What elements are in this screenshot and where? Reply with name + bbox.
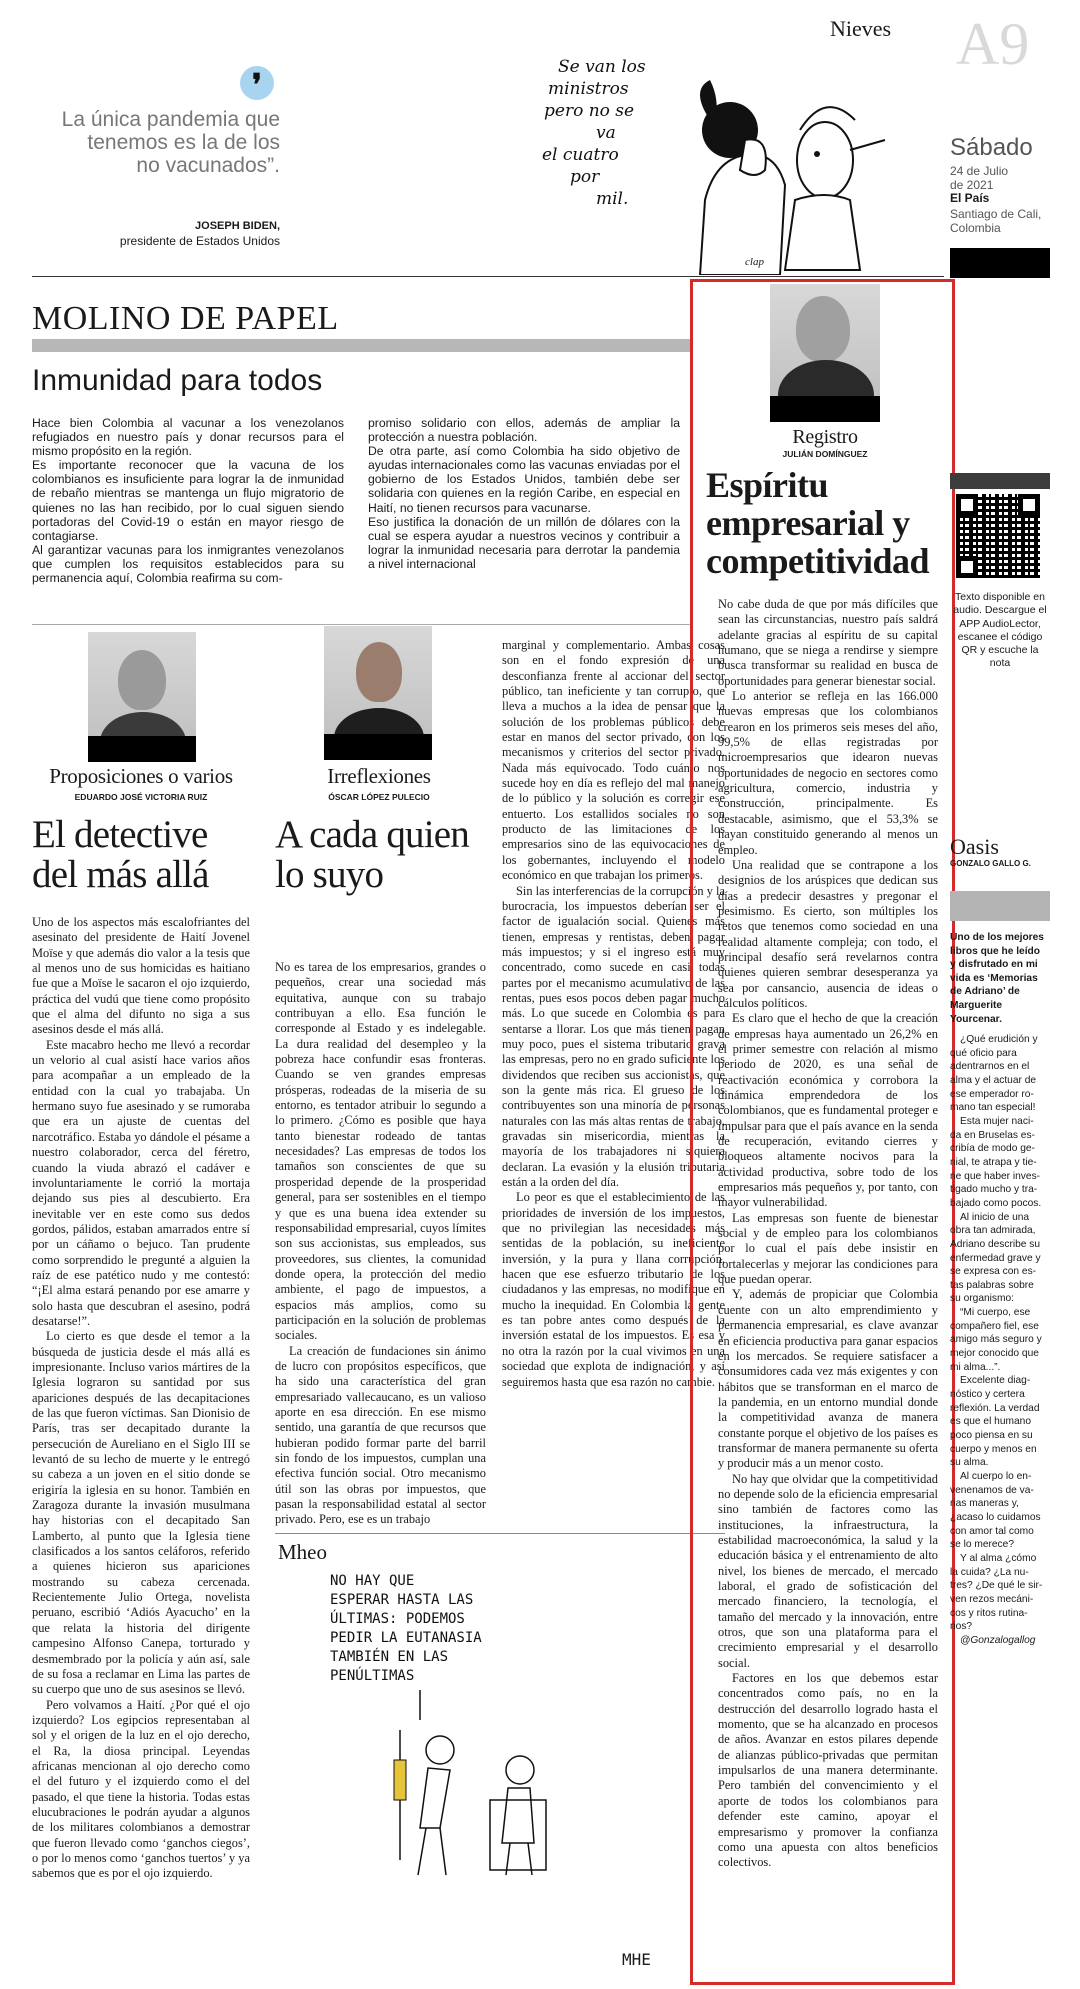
quote-text: La única pandemia que tenemos es la de los no vacunados”. xyxy=(61,108,280,177)
author-name-victoria: EDUARDO JOSÉ VICTORIA RUIZ xyxy=(74,792,208,802)
gallo-line: ven rezos mecáni- xyxy=(950,1593,1034,1605)
gallo-line: ¿Qué erudición y xyxy=(960,1034,1038,1045)
top-cartoon-line: mil. xyxy=(596,189,629,209)
gallo-line: es que el humano xyxy=(950,1416,1031,1428)
paragraph: Las empresas son fuente de bienestar social y de empleo para los colombianos por lo cual el país debe insistir en fortalecerlas y mejorar las condiciones para que puedan operar. xyxy=(718,1210,938,1287)
mheo-signature: MHE xyxy=(622,1950,651,1969)
quote-role: presidente de Estados Unidos xyxy=(119,234,280,248)
audio-line: nota xyxy=(989,657,1011,670)
mheo-cartoon xyxy=(360,1690,660,1890)
gallo-line: Al inicio de una xyxy=(960,1211,1030,1223)
body-lopez xyxy=(275,960,486,1528)
date-place2: Colombia xyxy=(950,221,1001,235)
audio-line: QR y escuche la xyxy=(961,644,1039,657)
top-cartoon-line: ministros xyxy=(548,79,629,99)
gallo-line: “Mi cuerpo, ese xyxy=(960,1307,1031,1319)
paragraph: Es claro que el hecho de que la creación de empresas haya aumentado un 26,2% en el primer semestre con relación al mismo periodo de 2020, es una señal de reactivación económica y corrobora la dinámica emprendedora de los colombianos, que es fundamental proteger e impulsar para que el país avance en la senda de recuperación, evitando cierres y bloqueos altamente nocivos para la actividad productiva, sobre todo de los empresarios más pequeños y, por tanto, con mayor vulnerabilidad. xyxy=(718,1011,938,1210)
molino-col1 xyxy=(32,416,344,585)
molino-paragraph: Al garantizar vacunas para los inmigrantes venezolanos que cumplen los requisitos establecidos para su permanencia aquí, Colombia reafirma su com- xyxy=(32,542,344,586)
gallo-line: enfermedad grave y xyxy=(950,1252,1041,1264)
top-cartoon-line: por xyxy=(570,167,600,187)
gallo-lead-line: libros que he leído xyxy=(950,945,1041,957)
audio-text xyxy=(950,591,1050,671)
author-name-lopez: ÓSCAR LÓPEZ PULECIO xyxy=(328,792,430,802)
top-cartoon-line: pero no se xyxy=(544,101,635,121)
header-divider xyxy=(32,276,944,277)
qr-code[interactable] xyxy=(956,494,1040,578)
gallo-line: alma y el actuar de xyxy=(950,1074,1037,1086)
section-name-dominguez: Registro xyxy=(792,426,858,448)
gallo-line: ¿acaso lo cuidamos xyxy=(950,1511,1041,1523)
gallo-lead-line: Yourcenar. xyxy=(950,1013,1002,1025)
gallo-line: nóstico y certera xyxy=(950,1389,1025,1401)
author-photo-victoria xyxy=(88,632,196,762)
date-weekday: Sábado xyxy=(950,134,1033,161)
gallo-lead-line: Uno de los mejores xyxy=(950,932,1044,943)
mheo-line: ÚLTIMAS: PODEMOS xyxy=(330,1611,465,1627)
paragraph: marginal y complementario. Ambas cosas son en el fondo expresión de una desconfianza frente al accionar del sector público, tan ineficiente y tan corrupto, que lleva a muchos a la idea de pensar que la solución de los problemas públicos debe estar en manos del sector privado, con los mecanismos y criterios del sector privado. Nada más equivocado. Todo cuánto nos sucede hoy en día es reflejo del mal manejo de lo público y la solución es corregir ese entuerto. Los estallidos sociales no son producto de las limitaciones de los empresarios sino de las equivocaciones de los gobernantes, incluyendo el modelo económico en que trabajan los primeros. xyxy=(502,638,725,883)
top-cartoon-line: va xyxy=(596,123,616,143)
mheo-line: PENÚLTIMAS xyxy=(330,1668,415,1684)
gallo-line: rios? xyxy=(950,1621,973,1633)
molino-grey-bar xyxy=(32,339,692,352)
gallo-line: reflexión. La verdad xyxy=(950,1402,1040,1414)
date-line2: de 2021 xyxy=(950,178,994,192)
section-name-victoria: Proposiciones o varios xyxy=(49,764,233,788)
gallo-line: adentrarnos en el xyxy=(950,1061,1030,1073)
gallo-line: poco piensa en su xyxy=(950,1430,1033,1442)
gallo-body xyxy=(950,1033,1055,1648)
gallo-line: cuerpo y menos en xyxy=(950,1443,1037,1455)
top-cartoon-signature: clap xyxy=(745,256,764,268)
paragraph: Pero volvamos a Haití. ¿Por qué el ojo izquierdo? Los egipcios representaban al sol y el origen de la luz en el ojo derecho, el Ra, la diosa principal. Leyendas africanas mencionan al ojo derecho como el del futuro y el izquierdo como el del pasado, el que tiene la historia. Todas estas elucubraciones le podrán ayudar a algunos de los militares colombianos a demostrar que fueron llevado como ‘ganchos ciegos’, o por lo menos como ‘ganchos tuertos’ y ya sabemos que es por el ojo izquierdo. xyxy=(32,1697,250,1881)
molino-divider xyxy=(32,624,692,625)
gallo-lead-line: Marguerite xyxy=(950,999,1003,1011)
gallo-line: su alma. xyxy=(950,1457,989,1469)
gallo-line: con amor tal como xyxy=(950,1525,1034,1537)
paragraph: No es tarea de los empresarios, grandes o pequeños, crear una sociedad más equitativa, aunque con su trabajo contribuyan a ello. Esa función le corresponde al Estado y es indelegable. La dura realidad del desempleo y la pobreza hace confundir esas fronteras. Cuando se ven grandes empresas prósperas, rodeadas de la miseria de su entorno, es tentador atribuir lo segundo a lo primero. ¿Cómo es posible que haya tanto bienestar rodeado de tantas necesidades? Las empresas de todos los tamaños son conscientes de que su prosperidad depende de la prosperidad general, para ser sostenibles en el tiempo y que es una buena idea extender su responsabilidad empresarial, cuyos límites son sus accionistas, sus empleados, sus proveedores, sus clientes, la comunidad donde opera, la protección del medio ambiente, el pago de impuestos, a espacios más amplios, como su participación en la solución de problemas sociales. xyxy=(275,960,486,1343)
gallo-line: ne que haber inves- xyxy=(950,1170,1041,1182)
section-name-lopez: Irreflexiones xyxy=(327,764,431,788)
quote-author: JOSEPH BIDEN, xyxy=(195,220,280,232)
audio-line: audio. Descargue el xyxy=(953,604,1047,617)
top-cartoon-text xyxy=(540,56,680,210)
paragraph: Factores en los que debemos estar concentrados como país, no en la destrucción del desarrollo logrado hasta el momento, que se ha alcanzado en procesos de años. Avanzar en estos pilares depende de alianzas público-privadas que permitan impulsarlos de una manera determinante. Pero también del convencimiento y el aporte de todos los colombianos para defender este camino, apoyar el empresarismo y promover la confianza como una apuesta con altos beneficios colectivos. xyxy=(718,1671,938,1870)
page-number: A9 xyxy=(956,11,1030,77)
gallo-line: Al cuerpo lo en- xyxy=(960,1471,1032,1482)
headline-victoria: El detective del más allá xyxy=(32,813,209,896)
gallo-lead-line: de Adriano’ de xyxy=(950,986,1020,998)
gallo-lead xyxy=(950,931,1050,1026)
gallo-grey-bar xyxy=(950,891,1050,921)
molino-headline: Inmunidad para todos xyxy=(32,364,323,397)
mheo-line: ESPERAR HASTA LAS xyxy=(330,1592,474,1608)
quote-icon: ❜ xyxy=(240,66,274,100)
molino-paragraph: Hace bien Colombia al vacunar a los venezolanos refugiados en nuestro país y donar recursos para el mismo propósito en la región. xyxy=(32,416,344,459)
paragraph: Una realidad que se contrapone a los designios de los arúspices que dedican sus días a predecir desastres y pregonar el pesimismo. Es cierto, son múltiples los retos que tenemos como sociedad en una realidad altamente compleja; con todo, el principal desafío será revelarnos contra quienes quieren sembrar desesperanza ya sea por cansancio, ausencia de ideas o cálculos políticos. xyxy=(718,857,938,1010)
gallo-line: venenamos de va- xyxy=(950,1484,1034,1496)
body-dominguez xyxy=(718,597,938,1871)
gallo-line: mejor conocido que xyxy=(950,1348,1039,1360)
mheo-line: NO HAY QUE xyxy=(330,1573,415,1589)
author-name-dominguez: JULIÁN DOMÍNGUEZ xyxy=(782,449,868,459)
date-paper: El País xyxy=(950,191,990,205)
mheo-drawing xyxy=(360,1690,660,1890)
gallo-line: se expresa con es- xyxy=(950,1266,1037,1278)
headline-dominguez: Espíritu empresarial y competitividad xyxy=(706,465,929,581)
paragraph: Este macabro hecho me llevó a recordar un velorio al cual asistí hace varios años para acompañar a un empleado de la entidad con la cual yo trabajaba. Un hermano suyo fue asesinado y se rumoraba que era un ajuste de cuentas del narcotráfico. Estaba yo dándole el pésame a nuestro colaborador, cerca del féretro, cuando la viuda abrazó el cadáver e involuntariamente le corrió la mortaja dejando sus pies al descubierto. Era inevitable ver en este como sus dedos gordos, pálidos, estaban amarrados entre sí por un cáñamo o bejuco. Tan prudente como sorprendido le pregunté a alguien la raíz de ese patético nudo y me contestó: “¡El alma estará penando por ese amarre y solo hasta que descubran el asesino, podrá desatarse!”. xyxy=(32,1037,250,1328)
gallo-lead-line: vida es ‘Memorias xyxy=(950,972,1038,984)
audio-line: APP AudioLector, xyxy=(959,617,1041,630)
molino-paragraph: De otra parte, así como Colombia ha sido objetivo de ayudas internacionales como las vacunas enviadas por el gobierno de los Estados Unidos, también debe ser solidaria con quienes en la región Caribe, en especial en Haití, no tienen recursos para vacunarse. xyxy=(368,444,680,515)
molino-col2 xyxy=(368,416,680,571)
molino-section-title: MOLINO DE PAPEL xyxy=(32,300,339,337)
gallo-line: tas palabras sobre xyxy=(950,1279,1034,1291)
gallo-line: cribía de modo ge- xyxy=(950,1143,1035,1155)
audio-line: Texto disponible en xyxy=(955,591,1045,603)
molino-paragraph: promiso solidario con ellos, además de ampliar la protección a nuestra población. xyxy=(368,416,680,445)
paragraph: Lo anterior se refleja en las 166.000 nuevas empresas que los colombianos crearon en los primeros seis meses del año, 99,5% de ellas registradas por microempresarios que idearon nuevas oportunidades de negocio en sectores como agricultura, comercio, industria y construcción, principalmente. Es destacable, asimismo, que el 53,3% se hayan constituido generando al menos un empleo. xyxy=(718,689,938,857)
paragraph: Y, además de propiciar que Colombia cuente con un alto emprendimiento y permanencia empresarial, es clave avanzar en eficiencia productiva para ganar espacios en los mercados. Se requiere satisfacer a consumidores cada vez más exigentes y con hábitos que se transforman en el marco de la pandemia, en un entorno mundial donde la competitividad avanza de manera constante porque el objetivo de los países es transformar de manera permanente su oferta y producir más a un menor costo. xyxy=(718,1287,938,1471)
section-name-gallo: Oasis xyxy=(950,834,999,859)
mheo-divider xyxy=(275,1533,725,1534)
gallo-line: ese emperador ro- xyxy=(950,1088,1034,1100)
gallo-line: tres? ¿De qué le sir- xyxy=(950,1580,1043,1592)
gallo-line: Y al alma ¿cómo xyxy=(960,1552,1037,1564)
gallo-line: nial, te atrapa y tie- xyxy=(950,1156,1037,1168)
molino-paragraph: Es importante reconocer que la vacuna de los colombianos es insuficiente para lograr la de inmunidad de rebaño mientras se mantenga un flujo migratorio de quienes no las han recibido, por lo cual siguen siendo portadoras del Covid-19 o están en mayor riesgo de contagiarse. xyxy=(32,458,344,543)
gallo-line: rias maneras y, xyxy=(950,1498,1019,1510)
gallo-twitter-handle[interactable]: @Gonzalogallog xyxy=(960,1634,1036,1646)
black-bar-top xyxy=(950,248,1050,278)
top-cartoon-line: el cuatro xyxy=(542,145,619,165)
gallo-line: mano tan especial! xyxy=(950,1102,1036,1114)
gallo-line: tigado mucho y tra- xyxy=(950,1184,1038,1196)
gallo-line: su organismo: xyxy=(950,1293,1014,1305)
gallo-line: Adriano describe su xyxy=(950,1238,1041,1250)
audio-line: escanee el código xyxy=(957,630,1043,643)
gallo-line: amigo más seguro y xyxy=(950,1334,1042,1346)
audio-bar xyxy=(950,473,1050,489)
paragraph: Uno de los aspectos más escalofriantes del asesinato del presidente de Haití Jovenel Moïse y que además dio valor a la tesis que al menos uno de sus homicidas es haitiano fue que a Moïse le sacaron el ojo izquierdo, práctica del vudú que tiene como propósito que el alma del difunto no siga a sus asesinos desde el más allá. xyxy=(32,915,250,1037)
paragraph: Lo cierto es que desde el temor a la búsqueda de justicia desde el más allá es impresionante. Incluso varios mártires de la Iglesia lograron su santidad por sus apariciones después de las decapitaciones de las que fueron víctimas. San Dionisio de París, tras ser decapitado durante la persecución de Aureliano en el Siglo III se levantó de su lecho de muerte y le entregó su cabeza a un joven en el sitio donde se erigiría la iglesia en su honor. También en Zaragoza durante la invasión musulmana hay historias con el decapitado San Lamberto, al punto que la Iglesia tiene clasificados a los santos celáforos, referido a quienes hicieron sus apariciones mostrando su cabeza cercenada. Recientemente Julio Ortega, novelista peruano, escribió ‘Adiós Ayacucho’ en la que relata la historia del dirigente campesino Alfonso Canepa, torturado y desmembrado por la policía y aún así, sale de su fosa a reclamar en Lima las partes de su cuerpo que uno de sus asesinos se llevó. xyxy=(32,1329,250,1697)
molino-paragraph: Eso justifica la donación de un millón de dólares con la cual se espera ayudar a nuestros vecinos y contribuir a lograr la inmunidad necesaria para derrotar la pandemia a nivel internacional xyxy=(368,514,680,571)
body-victoria xyxy=(32,915,250,1882)
gallo-line: se lo merece? xyxy=(950,1539,1014,1551)
gallo-line: Excelente diag- xyxy=(960,1375,1031,1387)
gallo-line: da en Bruselas es- xyxy=(950,1129,1035,1141)
section-tag: Nieves xyxy=(830,16,892,41)
gallo-line: bajado como pocos. xyxy=(950,1197,1042,1209)
paragraph: Sin las interferencias de la corrupción y la burocracia, los impuestos deberían ser el factor de igualación social. Quienes más tienen, empresas y rentistas, deben pagar más impuestos; y si el ingreso está muy concentrado, como sucede en casi todas partes por el mecanismo acumulativo de las rentas, pues esos pocos deben pagar mucho más. Lo que sucede en Colombia es para sentarse a llorar. Los que más tienen pagan muy poco, pues el sistema tributario grava las empresas, pero no en grado suficiente los dividendos que reciben sus accionistas, que son la gente más rica. El grueso de los contribuyentes son una minoría de personas naturales con las más altas rentas de trabajo, gravadas sin misericordia, mientras la mayoría de los trabajadores ni siquiera declaran. La evasión y la elusión tributaria están a la orden del día. xyxy=(502,883,725,1190)
gallo-line: mi alma...”. xyxy=(950,1361,1001,1373)
gallo-line: qué oficio para xyxy=(950,1047,1017,1059)
mheo-line: PEDIR LA EUTANASIA xyxy=(330,1630,482,1646)
gallo-line: obra tan admirada, xyxy=(950,1225,1036,1237)
mheo-title: Mheo xyxy=(278,1540,327,1564)
gallo-line: cos y ritos rutina- xyxy=(950,1607,1028,1619)
headline-lopez: A cada quien lo suyo xyxy=(275,813,469,896)
paragraph: La creación de fundaciones sin ánimo de lucro con propósitos específicos, que ha sido una característica del gran empresariado vallecaucano, es un valioso aporte en esa dirección. En ese mismo sentido, una garantía de que recursos que hubieran podido formar parte del barril sin fondo de los impuestos, cumplan una efectiva función social. Otro mecanismo útil son las obras por impuestos, que pasan la responsabilidad estatal al sector privado. Pero, ese es un trabajo xyxy=(275,1343,486,1527)
date-place1: Santiago de Cali, xyxy=(950,207,1042,221)
author-name-gallo: GONZALO GALLO G. xyxy=(950,859,1031,868)
paragraph: No cabe duda de que por más difíciles que sean las circunstancias, nuestro país saldrá adelante gracias al espíritu de su capital humano, que se niega a rendirse y siempre busca transformar su realidad en busca de oportunidades para generar bienestar social. xyxy=(718,597,938,688)
gallo-lead-line: y disfrutado en mi xyxy=(950,959,1038,971)
top-cartoon-line: Se van los xyxy=(558,57,646,77)
gallo-line: compañero fiel, ese xyxy=(950,1320,1039,1332)
paragraph: Lo peor es que el establecimiento de las prioridades de inversión de los impuestos, que no privilegian las necesidades más sentidas de la población, su ineficiente inversión, y la pura y llana corrupción, hacen que ese esfuerzo tributario de los ciudadanos y las empresas, no modifique en mucho la inequidad. En Colombia la gente es tan pobre antes como después de la inversión estatal de los impuestos. Es esa y no otra la razón por la cual vivimos en una sociedad que explota de indignación, y así seguiremos hasta que esa razón no cambie. xyxy=(502,1190,725,1389)
mheo-line: TAMBIÉN EN LAS xyxy=(330,1649,449,1665)
author-photo-dominguez xyxy=(770,284,880,422)
paragraph: No hay que olvidar que la competitividad no depende solo de la eficiencia empresarial sino también de factores como las instituciones, la infraestructura, la estabilidad macroeconómica, la salud y la educación básica y el entrenamiento de alto nivel, los bienes de mercado, el mercado laboral, el grado de sofisticación del mercado financiero, la tecnología, el tamaño del mercado y la innovación, entre otros, que son una plataforma para el crecimiento empresarial y el desarrollo social. xyxy=(718,1471,938,1670)
mheo-cartoon-text xyxy=(330,1572,590,1686)
gallo-line: la cuida? ¿La nu- xyxy=(950,1566,1029,1578)
date-line1: 24 de Julio xyxy=(950,164,1009,178)
author-photo-lopez xyxy=(324,626,432,760)
gallo-line: Esta mujer naci- xyxy=(960,1115,1034,1127)
